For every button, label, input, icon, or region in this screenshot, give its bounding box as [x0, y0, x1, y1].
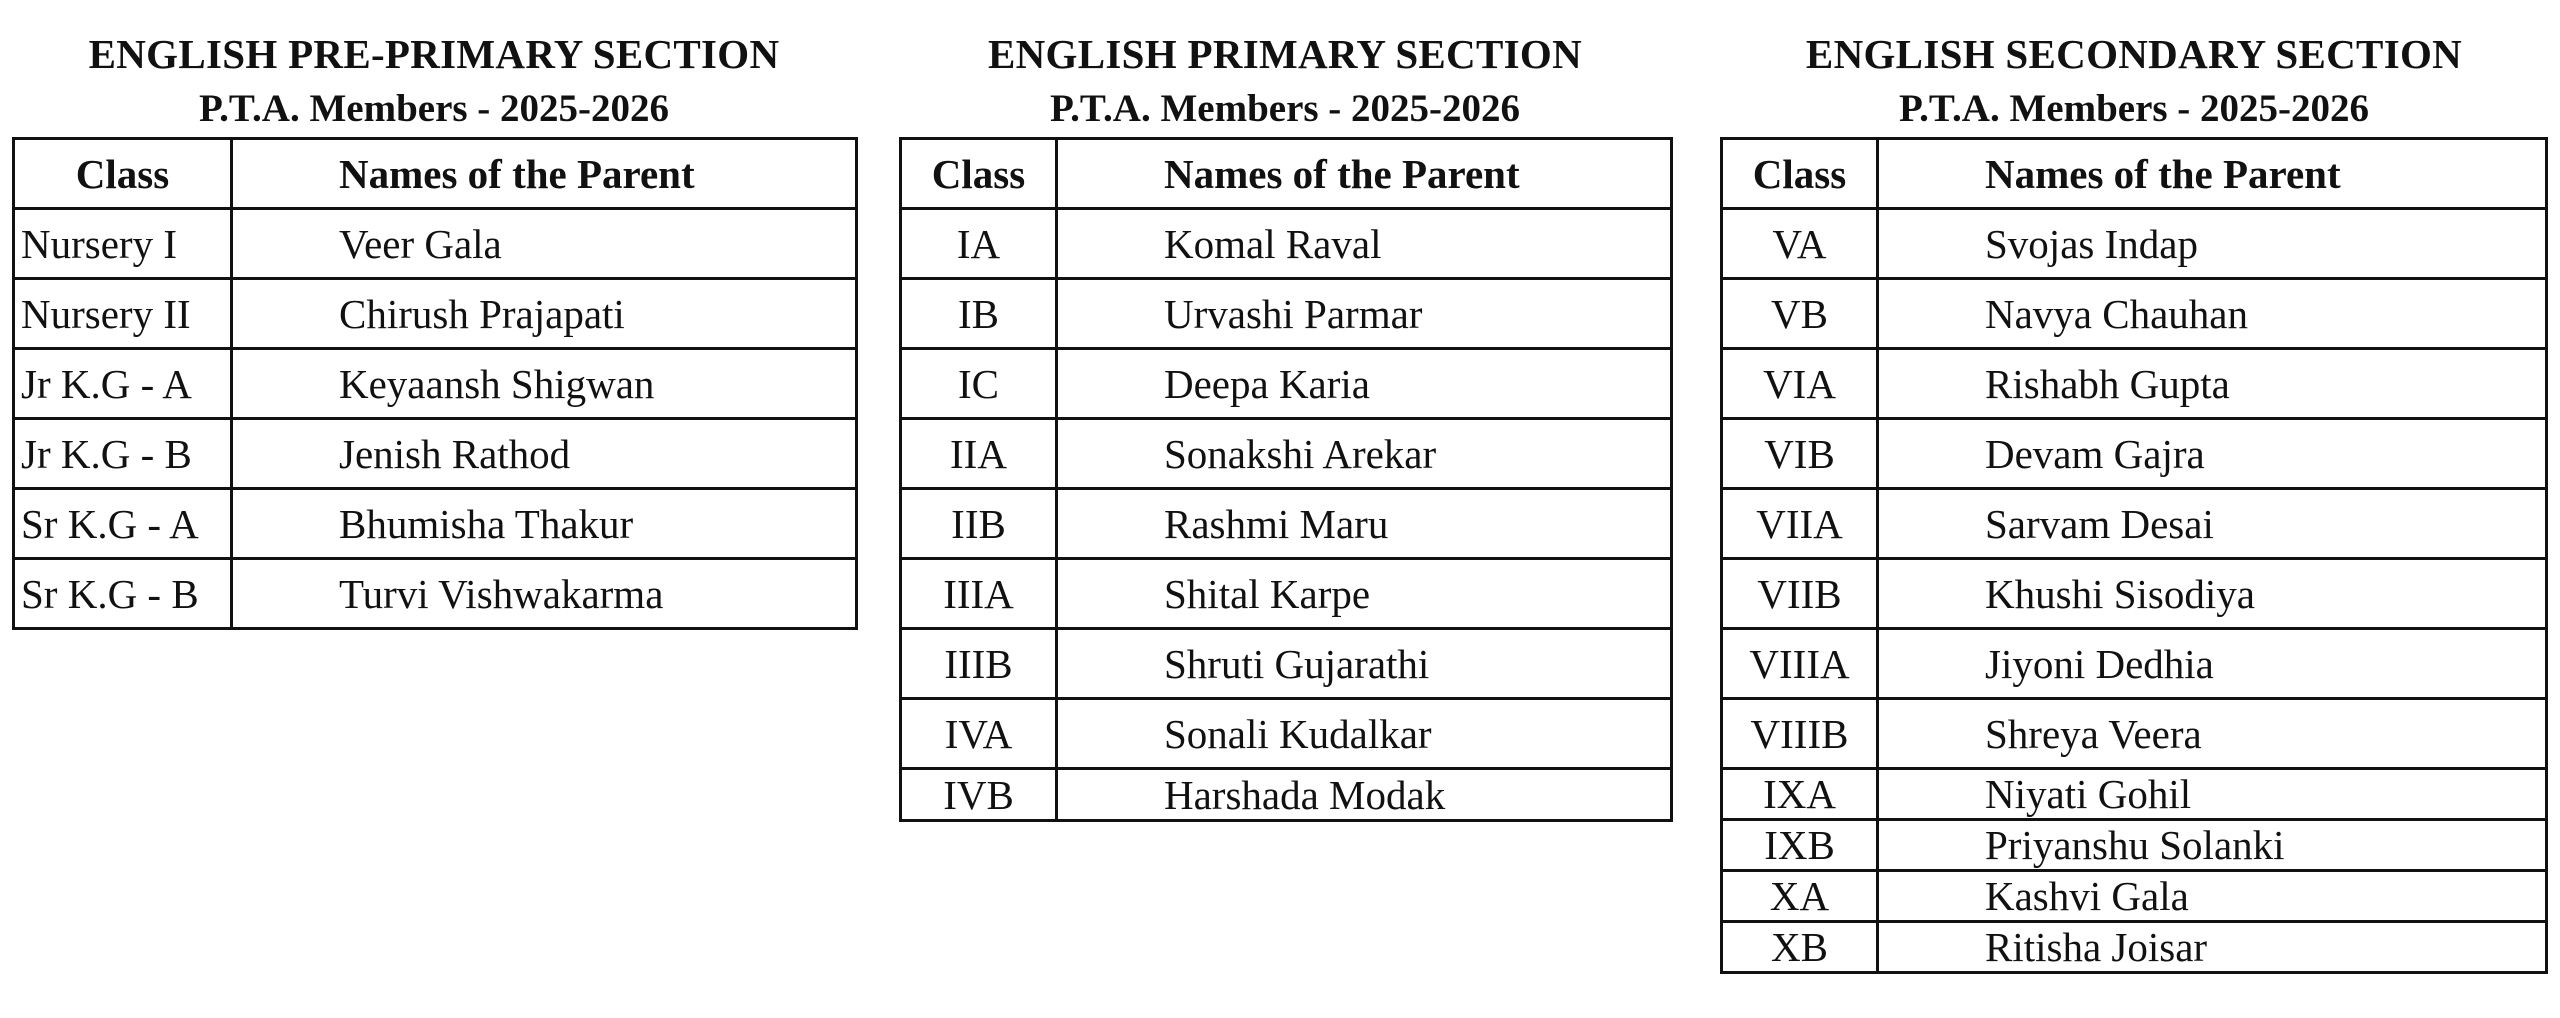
table-header-row	[1722, 139, 2547, 209]
table-row	[1722, 349, 2547, 419]
class-cell: XA	[1722, 871, 1878, 922]
class-cell: Nursery I	[14, 209, 232, 279]
class-column-header: Class	[901, 139, 1057, 209]
table-row	[14, 419, 857, 489]
table-header-row	[901, 139, 1672, 209]
parent-name-cell: Harshada Modak	[1057, 769, 1672, 821]
class-cell: IVA	[901, 699, 1057, 769]
parent-name-cell: Kashvi Gala	[1878, 871, 2547, 922]
pta-members-table	[12, 137, 858, 630]
class-column-header: Class	[14, 139, 232, 209]
section-subtitle: P.T.A. Members - 2025-2026	[198, 87, 670, 130]
parent-name-cell: Shreya Veera	[1878, 699, 2547, 769]
table-row	[14, 559, 857, 629]
parent-name-cell: Turvi Vishwakarma	[232, 559, 857, 629]
class-cell: VA	[1722, 209, 1878, 279]
pre-primary-section	[10, 0, 858, 617]
parent-name-cell: Khushi Sisodiya	[1878, 559, 2547, 629]
parent-name-cell: Sonakshi Arekar	[1057, 419, 1672, 489]
parent-name-cell: Jiyoni Dedhia	[1878, 629, 2547, 699]
table-row	[901, 629, 1672, 699]
table-row	[1722, 871, 2547, 922]
parent-name-cell: Rishabh Gupta	[1878, 349, 2547, 419]
table-row	[901, 349, 1672, 419]
table-row	[14, 279, 857, 349]
section-subtitle: P.T.A. Members - 2025-2026	[1049, 87, 1521, 130]
table-header-row	[14, 139, 857, 209]
name-column-header: Names of the Parent	[1057, 139, 1672, 209]
parent-name-cell: Niyati Gohil	[1878, 769, 2547, 820]
parent-name-cell: Sarvam Desai	[1878, 489, 2547, 559]
table-row	[1722, 820, 2547, 871]
class-cell: VIIA	[1722, 489, 1878, 559]
table-row	[901, 559, 1672, 629]
section-title: ENGLISH PRIMARY SECTION	[988, 31, 1582, 77]
class-cell: Jr K.G - A	[14, 349, 232, 419]
primary-section	[897, 0, 1673, 818]
class-cell: IIB	[901, 489, 1057, 559]
parent-name-cell: Svojas Indap	[1878, 209, 2547, 279]
parent-name-cell: Priyanshu Solanki	[1878, 820, 2547, 871]
table-row	[1722, 769, 2547, 820]
class-cell: XB	[1722, 922, 1878, 973]
table-row	[1722, 209, 2547, 279]
parent-name-cell: Navya Chauhan	[1878, 279, 2547, 349]
class-cell: VIA	[1722, 349, 1878, 419]
parent-name-cell: Veer Gala	[232, 209, 857, 279]
parent-name-cell: Chirush Prajapati	[232, 279, 857, 349]
class-cell: IC	[901, 349, 1057, 419]
class-cell: IA	[901, 209, 1057, 279]
secondary-section	[1720, 0, 2548, 970]
class-cell: IIIB	[901, 629, 1057, 699]
class-column-header: Class	[1722, 139, 1878, 209]
class-cell: VB	[1722, 279, 1878, 349]
section-subtitle: P.T.A. Members - 2025-2026	[1898, 87, 2370, 130]
table-row	[1722, 629, 2547, 699]
table-row	[901, 209, 1672, 279]
class-cell: Jr K.G - B	[14, 419, 232, 489]
parent-name-cell: Shital Karpe	[1057, 559, 1672, 629]
table-row	[1722, 699, 2547, 769]
section-title: ENGLISH SECONDARY SECTION	[1805, 31, 2463, 77]
parent-name-cell: Devam Gajra	[1878, 419, 2547, 489]
table-row	[901, 769, 1672, 821]
parent-name-cell: Rashmi Maru	[1057, 489, 1672, 559]
table-row	[1722, 419, 2547, 489]
table-row	[1722, 279, 2547, 349]
table-row	[1722, 922, 2547, 973]
pta-members-table	[899, 137, 1673, 822]
class-cell: Sr K.G - A	[14, 489, 232, 559]
section-title: ENGLISH PRE-PRIMARY SECTION	[88, 31, 780, 77]
class-cell: VIB	[1722, 419, 1878, 489]
class-cell: VIIIB	[1722, 699, 1878, 769]
table-row	[901, 279, 1672, 349]
table-row	[901, 699, 1672, 769]
table-row	[14, 489, 857, 559]
table-row	[1722, 489, 2547, 559]
class-cell: Sr K.G - B	[14, 559, 232, 629]
table-row	[901, 419, 1672, 489]
parent-name-cell: Jenish Rathod	[232, 419, 857, 489]
pta-members-table	[1720, 137, 2548, 974]
class-cell: IXA	[1722, 769, 1878, 820]
class-cell: VIIB	[1722, 559, 1878, 629]
parent-name-cell: Sonali Kudalkar	[1057, 699, 1672, 769]
name-column-header: Names of the Parent	[232, 139, 857, 209]
table-row	[901, 489, 1672, 559]
class-cell: VIIIA	[1722, 629, 1878, 699]
class-cell: IB	[901, 279, 1057, 349]
name-column-header: Names of the Parent	[1878, 139, 2547, 209]
parent-name-cell: Ritisha Joisar	[1878, 922, 2547, 973]
table-row	[14, 349, 857, 419]
class-cell: Nursery II	[14, 279, 232, 349]
parent-name-cell: Urvashi Parmar	[1057, 279, 1672, 349]
table-row	[1722, 559, 2547, 629]
parent-name-cell: Deepa Karia	[1057, 349, 1672, 419]
class-cell: IXB	[1722, 820, 1878, 871]
parent-name-cell: Shruti Gujarathi	[1057, 629, 1672, 699]
parent-name-cell: Keyaansh Shigwan	[232, 349, 857, 419]
class-cell: IVB	[901, 769, 1057, 821]
table-row	[14, 209, 857, 279]
parent-name-cell: Komal Raval	[1057, 209, 1672, 279]
class-cell: IIIA	[901, 559, 1057, 629]
class-cell: IIA	[901, 419, 1057, 489]
parent-name-cell: Bhumisha Thakur	[232, 489, 857, 559]
